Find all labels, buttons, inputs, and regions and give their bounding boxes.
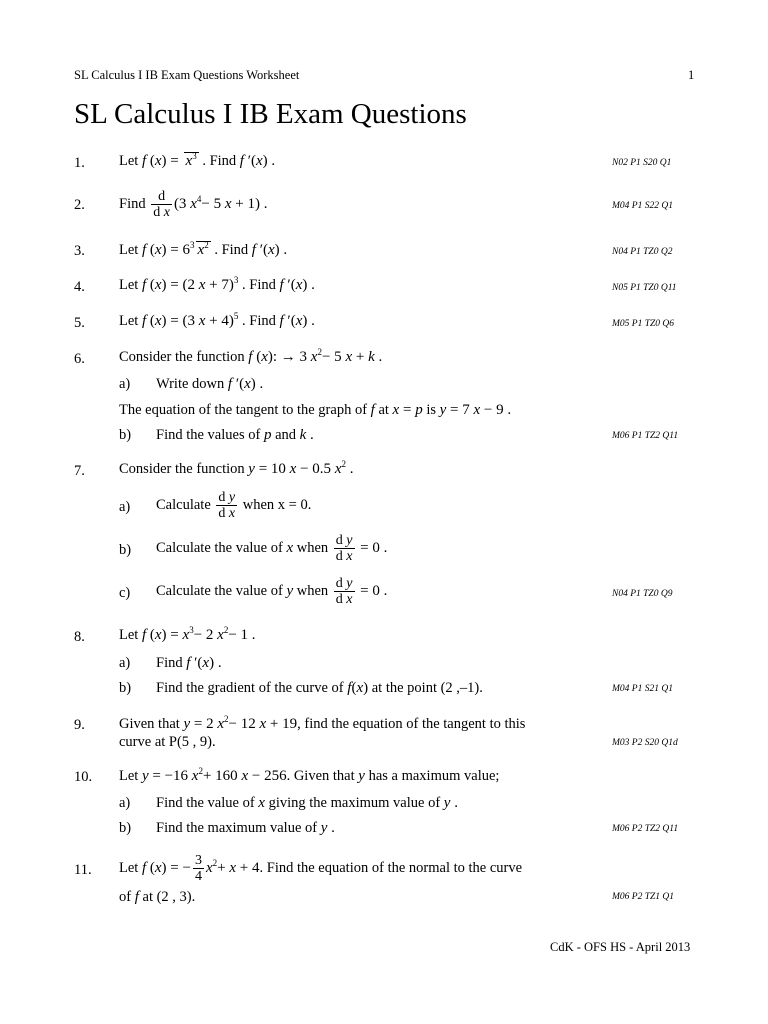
word-tangent: The equation of the tangent to the graph of	[119, 402, 368, 418]
word-when: when	[296, 583, 329, 600]
word-consider: Consider the function	[119, 349, 245, 365]
question-7-text: Consider the function y = 10 x − 0.5 $x^2$ .	[119, 459, 354, 477]
question-7c-text: Calculate the value of y when $\frac{\text{d y}}{\text{d x}}$ = 0 .	[156, 576, 388, 608]
word-find: Find	[156, 655, 183, 671]
question-number: 1.	[74, 155, 85, 171]
question-number: 11.	[74, 862, 92, 878]
question-5-text: Let f (x) = (3 x + 4)$^5$ . Find f ′(x) .	[119, 311, 315, 329]
word-q9-rest: , find the equation of the tangent to this	[297, 716, 526, 732]
question-number: 8.	[74, 629, 85, 645]
word-at: at	[378, 402, 389, 418]
word-q11-at: at (2 , 3).	[142, 889, 196, 905]
question-8b-text: Find the gradient of the curve of f(x) at the point (2 ,–1).	[156, 680, 483, 696]
footer-credit: CdK - OFS HS - April 2013	[550, 940, 691, 954]
question-number: 2.	[74, 197, 85, 213]
exam-reference: M03 P2 S20 Q1d	[612, 738, 678, 748]
word-let: Let	[119, 277, 139, 293]
question-3-text: Let f $(x) = 6^3$ $x^2$ . Find f ′(x) .	[119, 240, 288, 258]
word-q10-given: . Given that	[286, 768, 355, 784]
question-number: 7.	[74, 463, 85, 479]
word-calculate: Calculate	[156, 497, 211, 514]
exam-reference: M04 P1 S22 Q1	[612, 201, 673, 211]
word-let: Let	[119, 313, 139, 329]
question-number: 4.	[74, 279, 85, 295]
word-find: . Find	[242, 277, 276, 293]
question-number: 10.	[74, 769, 93, 785]
word-find-values: Find the values of	[156, 427, 261, 443]
word-q11-rest: . Find the equation of the normal to the curve	[259, 860, 523, 877]
question-1-text: Let f $(x) = x^3$ . Find f ′(x) .	[119, 151, 276, 169]
word-write-down: Write down	[156, 376, 225, 392]
question-10b-text: Find the maximum value of y .	[156, 820, 335, 836]
word-calc-y: Calculate the value of	[156, 583, 283, 600]
question-7a-text: Calculate $\frac{\text{d y}}{\text{d x}}$ when x = 0.	[156, 490, 312, 522]
word-find: . Find	[242, 313, 276, 329]
question-6b-text: Find the values of p and k .	[156, 427, 314, 443]
header-title: SL Calculus I IB Exam Questions Worksheet	[74, 68, 300, 82]
exam-reference: M05 P1 TZ0 Q6	[612, 319, 675, 329]
question-number: 9.	[74, 717, 85, 733]
sub-label-b: b)	[119, 820, 132, 836]
question-6-tangent-text: The equation of the tangent to the graph of f at x = p is y = 7 x − 9 .	[119, 402, 512, 418]
word-gradient: Find the gradient of the curve of	[156, 680, 344, 696]
question-11-text: Let f (x) = − $\frac{3}{4}$ $x^2+ x + 4$. Find the equation of the normal to the curve	[119, 853, 523, 885]
question-8a-text: Find f ′(x) .	[156, 655, 222, 671]
word-given-that: Given that	[119, 716, 180, 732]
sub-label-c: c)	[119, 585, 131, 601]
word-let: Let	[119, 768, 139, 784]
word-is: is	[426, 402, 436, 418]
question-9-text: Given that y = 2 $x^2- 12$ x + 19, find the equation of the tangent to this	[119, 714, 526, 732]
question-6a-text: Write down f ′(x) .	[156, 376, 264, 392]
exam-reference: N05 P1 TZ0 Q11	[612, 283, 677, 293]
exam-reference: M04 P1 S21 Q1	[612, 684, 673, 694]
question-number: 5.	[74, 315, 85, 331]
question-10a-text: Find the value of x giving the maximum value of y .	[156, 795, 458, 811]
exam-reference: M06 P2 TZ1 Q1	[612, 892, 675, 902]
word-let: Let	[119, 860, 139, 877]
exam-reference: M06 P2 TZ2 Q11	[612, 824, 679, 834]
page-title: SL Calculus I IB Exam Questions	[74, 98, 467, 130]
question-10-text: Let y = −16 $x^2+ 160$ x − 256. Given that y has a maximum value;	[119, 766, 500, 784]
question-4-text: Let f (x) = (2 x + 7)$^3$ . Find f ′(x) .	[119, 275, 315, 293]
question-2-text: Find $\frac{d}{\text{d x}}$ (3 $x^4- 5$ x + 1) .	[119, 189, 268, 221]
exam-reference: N04 P1 TZ0 Q9	[612, 589, 673, 599]
word-find: Find	[119, 196, 146, 213]
word-of: of	[119, 889, 132, 905]
question-6-text: Consider the function f (x): → 3 $x^2- 5$ x + k .	[119, 347, 383, 365]
question-8-text: Let f $(x) = x^3- 2$ $x^2- 1$ .	[119, 625, 256, 643]
word-let: Let	[119, 627, 139, 643]
word-let: Let	[119, 242, 139, 258]
word-at-point: at the point (2 ,–1).	[371, 680, 483, 696]
question-7b-text: Calculate the value of x when $\frac{\text{d y}}{\text{d x}}$ = 0 .	[156, 533, 388, 565]
word-find: . Find	[214, 242, 249, 258]
word-calc-x: Calculate the value of	[156, 540, 283, 557]
sub-label-b: b)	[119, 427, 132, 443]
sub-label-b: b)	[119, 680, 132, 696]
sub-label-a: a)	[119, 795, 131, 811]
word-let: Let	[119, 153, 139, 169]
question-9-line2: curve at P(5 , 9).	[119, 734, 216, 750]
sub-label-a: a)	[119, 376, 131, 392]
page-number: 1	[688, 68, 695, 82]
word-and: and	[275, 427, 296, 443]
sub-label-a: a)	[119, 499, 131, 515]
word-when: when	[296, 540, 329, 557]
word-when-x-0: when x = 0.	[242, 497, 312, 514]
word-giving-max: giving the maximum value of	[268, 795, 441, 811]
word-q10-has-max: has a maximum value;	[368, 768, 500, 784]
exam-reference: N02 P1 S20 Q1	[612, 158, 672, 168]
word-find: . Find	[202, 153, 237, 169]
question-11-line2: of f at (2 , 3).	[119, 889, 196, 905]
question-number: 3.	[74, 243, 85, 259]
exam-reference: M06 P1 TZ2 Q11	[612, 431, 679, 441]
word-find-max: Find the maximum value of	[156, 820, 318, 836]
sub-label-a: a)	[119, 655, 131, 671]
word-consider: Consider the function	[119, 461, 245, 477]
exam-reference: N04 P1 TZ0 Q2	[612, 247, 673, 257]
sub-label-b: b)	[119, 542, 132, 558]
question-number: 6.	[74, 351, 85, 367]
word-find-value: Find the value of	[156, 795, 255, 811]
